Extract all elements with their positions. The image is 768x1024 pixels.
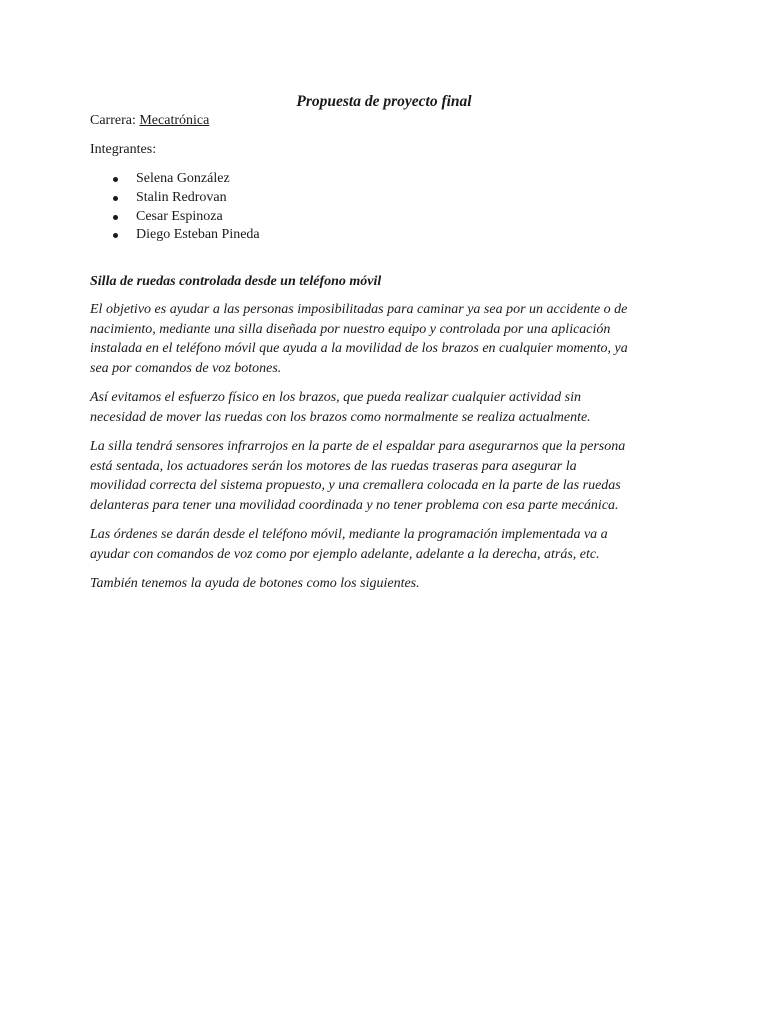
paragraph-line: nacimiento, mediante una silla diseñada por nuestro equipo y controlada por una aplicación [90, 321, 611, 337]
paragraph-effort [90, 388, 680, 427]
career-line [90, 113, 209, 129]
paragraph-line: movilidad correcta del sistema propuesto, y una cremallera colocada en la parte de las ruedas [90, 478, 621, 493]
member-item [110, 208, 260, 227]
members-list [110, 170, 260, 245]
paragraph-orders [90, 525, 680, 564]
career-value: Mecatrónica [139, 113, 210, 128]
section-heading: Silla de ruedas controlada desde un teléfono móvil [90, 274, 382, 289]
member-name: Stalin Redrovan [136, 189, 227, 205]
paragraph-line: El objetivo es ayudar a las personas imposibilitadas para caminar ya sea por un accidente o de [90, 302, 628, 317]
paragraph-line: Las órdenes se darán desde el teléfono móvil, mediante la programación implementada va a [90, 527, 608, 542]
bullet-icon [113, 215, 118, 220]
paragraph-sensors [90, 437, 680, 515]
document-title: Propuesta de proyecto final [296, 93, 472, 110]
paragraph-line: instalada en el teléfono móvil que ayuda a la movilidad de los brazos en cualquier momento, ya [90, 341, 628, 356]
member-item [110, 189, 260, 208]
bullet-icon [113, 196, 118, 201]
member-item [110, 226, 260, 245]
members-label: Integrantes: [90, 142, 157, 157]
member-item [110, 170, 260, 189]
paragraph-line: También tenemos la ayuda de botones como los siguientes. [90, 576, 420, 591]
paragraph-objective [90, 300, 680, 378]
member-name: Diego Esteban Pineda [136, 227, 260, 243]
career-label: Carrera: [90, 113, 140, 128]
paragraph-line: está sentada, los actuadores serán los motores de las ruedas traseras para asegurar la [90, 458, 577, 474]
paragraph-buttons [90, 574, 680, 594]
bullet-icon [113, 177, 118, 182]
paragraph-line: La silla tendrá sensores infrarrojos en la parte de el espaldar para asegurarnos que la persona [90, 439, 626, 454]
paragraph-line: delanteras para tener una movilidad coordinada y no tener problema con esa parte mecánica. [90, 497, 619, 513]
paragraph-line: necesidad de mover las ruedas con los brazos como normalmente se realiza actualmente. [90, 409, 591, 425]
paragraph-line: sea por comandos de voz botones. [90, 360, 282, 376]
member-name: Selena González [136, 171, 230, 186]
member-name: Cesar Espinoza [136, 208, 223, 224]
bullet-icon [113, 233, 118, 238]
paragraph-line: ayudar con comandos de voz como por ejemplo adelante, adelante a la derecha, atrás, etc. [90, 546, 600, 562]
paragraph-line: Así evitamos el esfuerzo físico en los brazos, que pueda realizar cualquier actividad sin [90, 390, 581, 405]
